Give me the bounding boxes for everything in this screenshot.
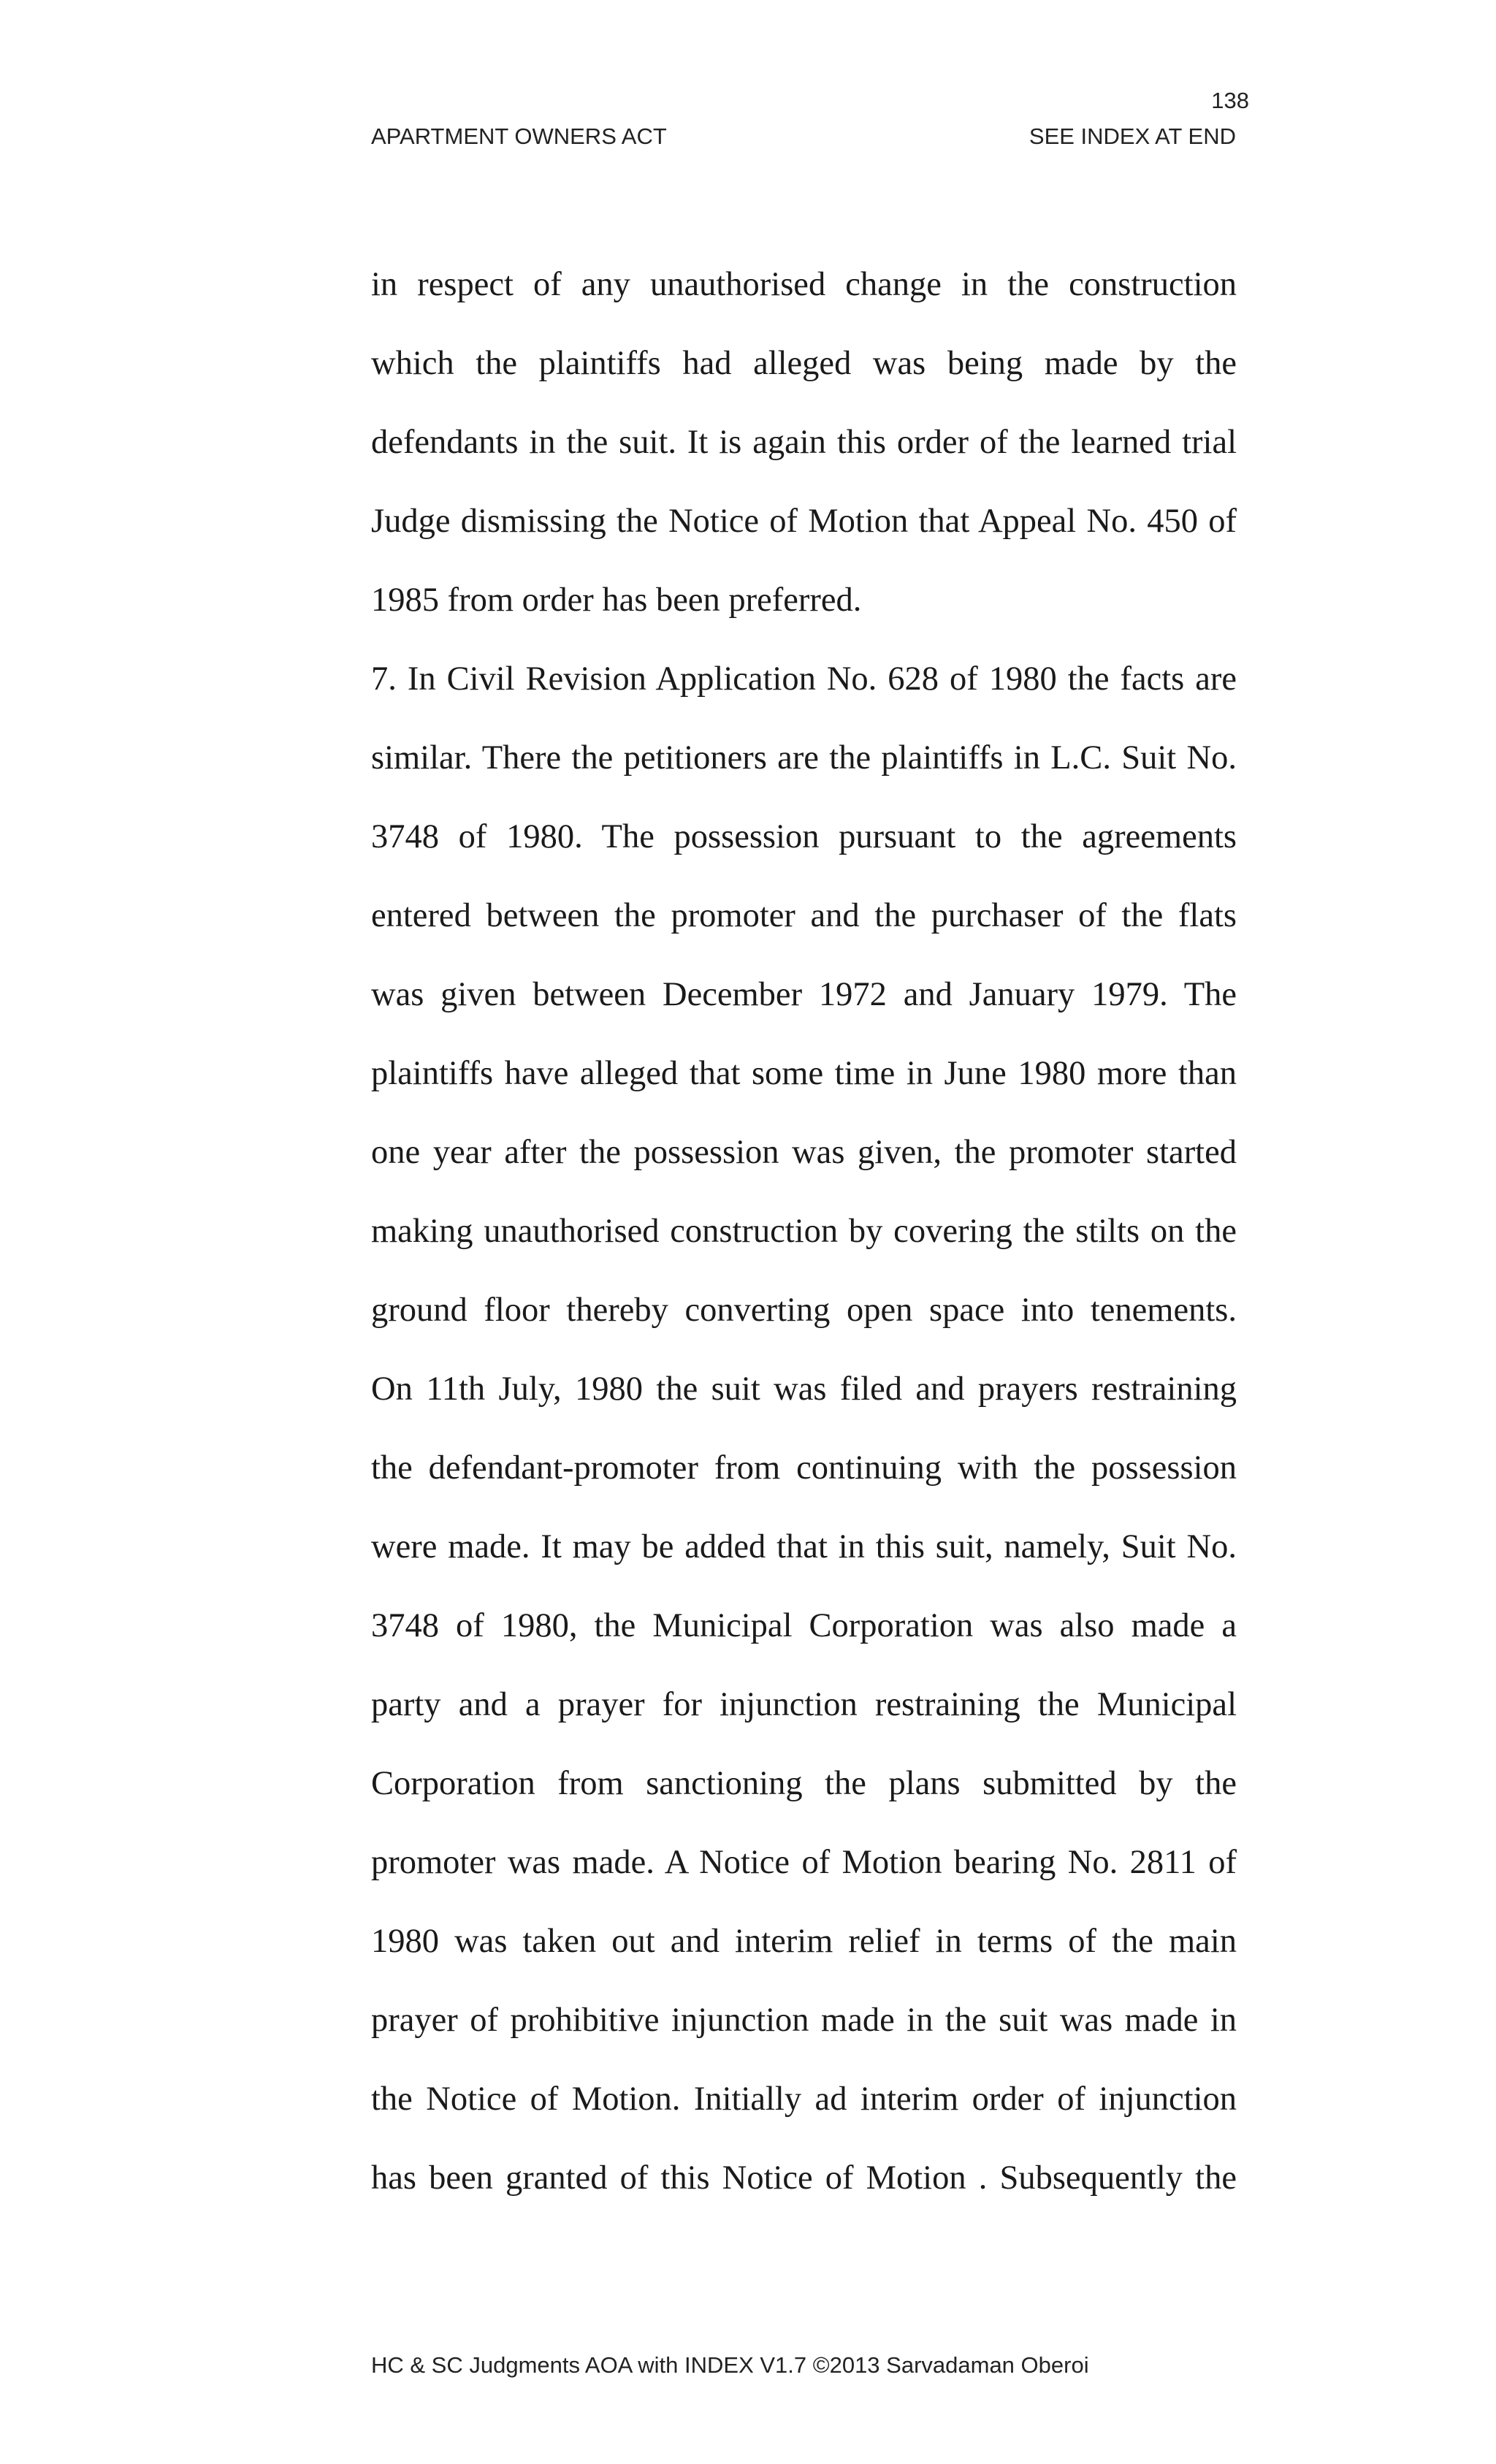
text-line: the defendant-promoter from continuing with the possession — [371, 1449, 1237, 1487]
text-line: which the plaintiffs had alleged was being made by the — [371, 345, 1237, 382]
text-line: Corporation from sanctioning the plans submitted by the — [371, 1765, 1237, 1802]
text-line: defendants in the suit. It is again this order of the learned trial — [371, 424, 1237, 461]
text-line: the Notice of Motion. Initially ad interim order of injunction — [371, 2080, 1237, 2118]
text-line: 7. In Civil Revision Application No. 628 of 1980 the facts are — [371, 660, 1237, 698]
text-line: has been granted of this Notice of Motion . Subsequently the — [371, 2159, 1237, 2197]
text-line: 3748 of 1980, the Municipal Corporation was also made a — [371, 1607, 1237, 1644]
text-line: prayer of prohibitive injunction made in the suit was made in — [371, 2002, 1237, 2039]
page-number: 138 — [1211, 88, 1249, 113]
text-line: plaintiffs have alleged that some time in June 1980 more than — [371, 1055, 1237, 1092]
text-line: On 11th July, 1980 the suit was filed and prayers restraining — [371, 1370, 1237, 1408]
text-line: Judge dismissing the Notice of Motion that Appeal No. 450 of — [371, 503, 1237, 540]
text-line: 3748 of 1980. The possession pursuant to the agreements — [371, 818, 1237, 855]
running-header-title: APARTMENT OWNERS ACT — [371, 123, 667, 149]
text-line: one year after the possession was given, the promoter started — [371, 1134, 1237, 1171]
text-line: entered between the promoter and the purchaser of the flats — [371, 897, 1237, 934]
text-line: similar. There the petitioners are the plaintiffs in L.C. Suit No. — [371, 739, 1237, 777]
page-footer: HC & SC Judgments AOA with INDEX V1.7 ©2013 Sarvadaman Oberoi — [371, 2352, 1089, 2378]
body-text — [371, 259, 1237, 2231]
text-line: were made. It may be added that in this suit, namely, Suit No. — [371, 1528, 1237, 1565]
text-line: in respect of any unauthorised change in the construction — [371, 266, 1237, 303]
running-header-note: SEE INDEX AT END — [1028, 123, 1236, 149]
text-line: party and a prayer for injunction restraining the Municipal — [371, 1686, 1237, 1723]
text-line: making unauthorised construction by covering the stilts on the — [371, 1213, 1237, 1250]
text-line: was given between December 1972 and January 1979. The — [371, 976, 1237, 1013]
text-line: 1980 was taken out and interim relief in terms of the main — [371, 1923, 1237, 1960]
text-line: ground floor thereby converting open space into tenements. — [371, 1292, 1237, 1329]
text-line: promoter was made. A Notice of Motion bearing No. 2811 of — [371, 1844, 1237, 1881]
text-line: 1985 from order has been preferred. — [371, 581, 862, 619]
